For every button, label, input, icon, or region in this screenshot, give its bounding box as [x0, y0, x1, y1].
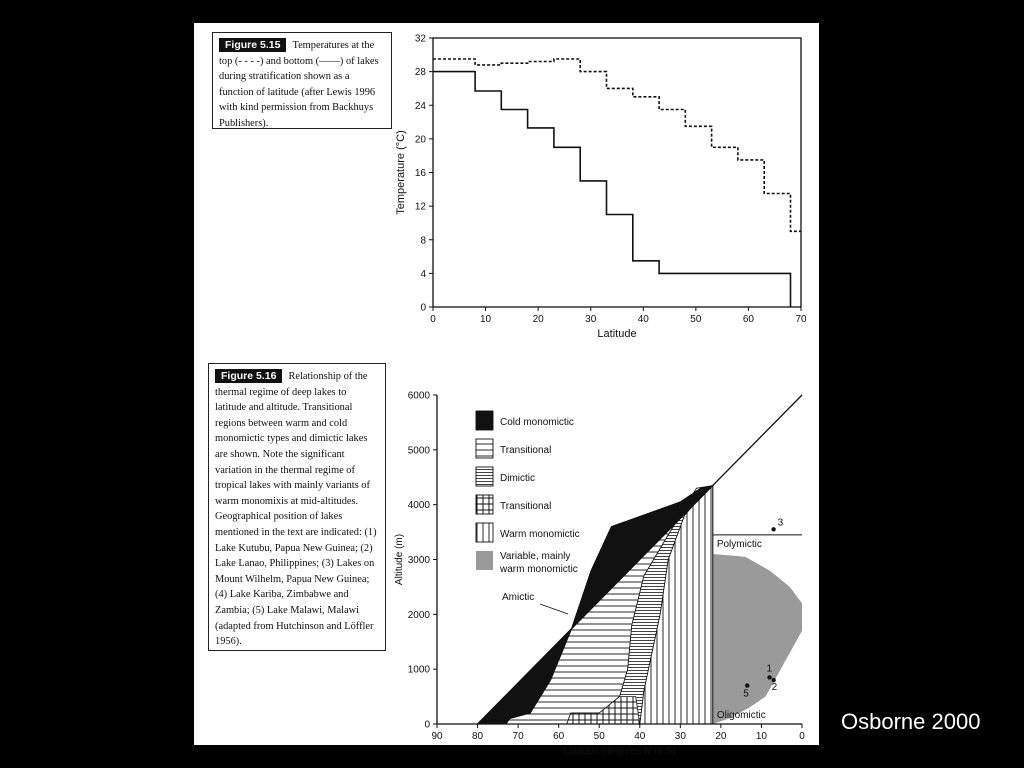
y-tick-label: 4 [420, 268, 426, 280]
x-tick-label: 0 [430, 314, 436, 325]
y-tick-label: 1000 [407, 664, 430, 676]
amictic-label: Amictic [502, 592, 535, 603]
legend-swatch [476, 551, 493, 570]
x-tick-label: 60 [742, 314, 754, 325]
y-tick-label: 3000 [407, 555, 430, 566]
legend-swatch [476, 495, 493, 514]
figure-caption-5-15 [212, 32, 392, 129]
y-tick-label: 6000 [407, 390, 430, 402]
x-tick-label: 40 [634, 731, 646, 742]
plot-frame [433, 38, 801, 307]
slide-credit: Osborne 2000 [841, 709, 981, 734]
bottom-temperature-line [433, 72, 791, 307]
x-tick-label: 50 [690, 314, 702, 325]
lake-marker-5 [745, 683, 749, 687]
y-axis-label: Temperature (°C) [395, 130, 407, 215]
x-tick-label: 20 [532, 314, 544, 325]
x-tick-label: 10 [755, 731, 768, 742]
temperature-latitude-chart [390, 31, 816, 361]
y-tick-label: 24 [414, 100, 426, 112]
surface-temperature-line [433, 59, 801, 231]
legend-swatch [476, 411, 493, 430]
legend-label: Transitional [500, 445, 552, 456]
legend-swatch [476, 467, 493, 486]
legend-label: Warm monomictic [500, 529, 580, 540]
y-tick-label: 32 [414, 33, 426, 45]
y-tick-label: 28 [414, 67, 426, 79]
x-tick-label: 30 [585, 314, 597, 325]
legend-swatch [476, 523, 493, 542]
lake-label-5: 5 [743, 688, 749, 700]
legend-label: Variable, mainly [500, 551, 571, 562]
caption-text: Relationship of the thermal regime of deep lakes to latitude and altitude. Transitional regions between warm and cold monomictic types and dimictic lakes are shown. Note the significant variation in the thermal regime of tropical lakes with mainly variants of warm monomixis at mid-altitudes. Geographical position of lakes mentioned in the text are indicated: (1) Lake Kutubu, Papua New Guinea; (2) Lake Lanao, Philippines; (3) Lakes on Mount Wilhelm, Papua New Guinea; (4) Lake Kariba, Zimbabwe and Zambia; (5) Lake Malawi, Malawi (adapted from Hutchinson and Löffler 1956). [215, 371, 377, 648]
y-tick-label: 0 [420, 302, 426, 314]
y-tick-label: 5000 [407, 445, 430, 457]
oligomictic-label: Oligomictic [716, 710, 766, 721]
y-tick-label: 8 [420, 235, 426, 247]
legend-label: Cold monomictic [500, 417, 574, 428]
x-tick-label: 10 [480, 314, 492, 325]
x-tick-label: 80 [471, 731, 484, 742]
x-tick-label: 70 [512, 731, 524, 742]
y-tick-label: 12 [414, 201, 426, 213]
y-axis-label: Altitude (m) [394, 533, 405, 586]
y-tick-label: 2000 [407, 609, 430, 621]
legend-label: Transitional [500, 501, 552, 512]
caption-text: Temperatures at the top (- - - -) and bottom (——) of lakes during stratification shown as a function of latitude (after Lewis 1996 with kind permission from Backhuys Publishers). [219, 40, 379, 129]
y-tick-label: 16 [414, 168, 426, 179]
legend-label: Dimictic [500, 473, 535, 484]
x-tick-label: 60 [553, 731, 565, 742]
x-tick-label: 0 [799, 731, 805, 742]
x-tick-label: 70 [795, 314, 807, 325]
x-tick-label: 20 [715, 731, 727, 742]
variable-warm-monomictic-region [713, 554, 802, 724]
x-axis-label: Latitude [597, 328, 637, 340]
figure-caption-5-16 [208, 363, 386, 651]
x-tick-label: 90 [431, 731, 443, 742]
x-tick-label: 40 [637, 314, 649, 325]
y-tick-label: 4000 [407, 500, 430, 512]
lake-marker-1 [767, 675, 771, 679]
lake-label-1: 1 [766, 663, 773, 675]
lake-label-3: 3 [777, 517, 784, 529]
polymictic-label: Polymictic [716, 538, 762, 550]
y-tick-label: 0 [424, 719, 430, 731]
x-tick-label: 50 [593, 731, 605, 742]
lake-label-2: 2 [771, 682, 778, 694]
x-tick-label: 30 [674, 731, 686, 742]
legend-swatch [476, 439, 493, 458]
lake-marker-3 [771, 527, 775, 531]
slide-page [194, 23, 819, 757]
figure-label: Figure 5.15 [219, 38, 286, 52]
thermal-regime-chart [390, 363, 816, 757]
y-tick-label: 20 [414, 134, 426, 146]
figure-label: Figure 5.16 [215, 369, 282, 383]
legend-label: warm monomictic [500, 564, 578, 575]
x-axis-label: Latitude (degrees N or S) [563, 746, 676, 757]
amictic-pointer [540, 604, 568, 614]
